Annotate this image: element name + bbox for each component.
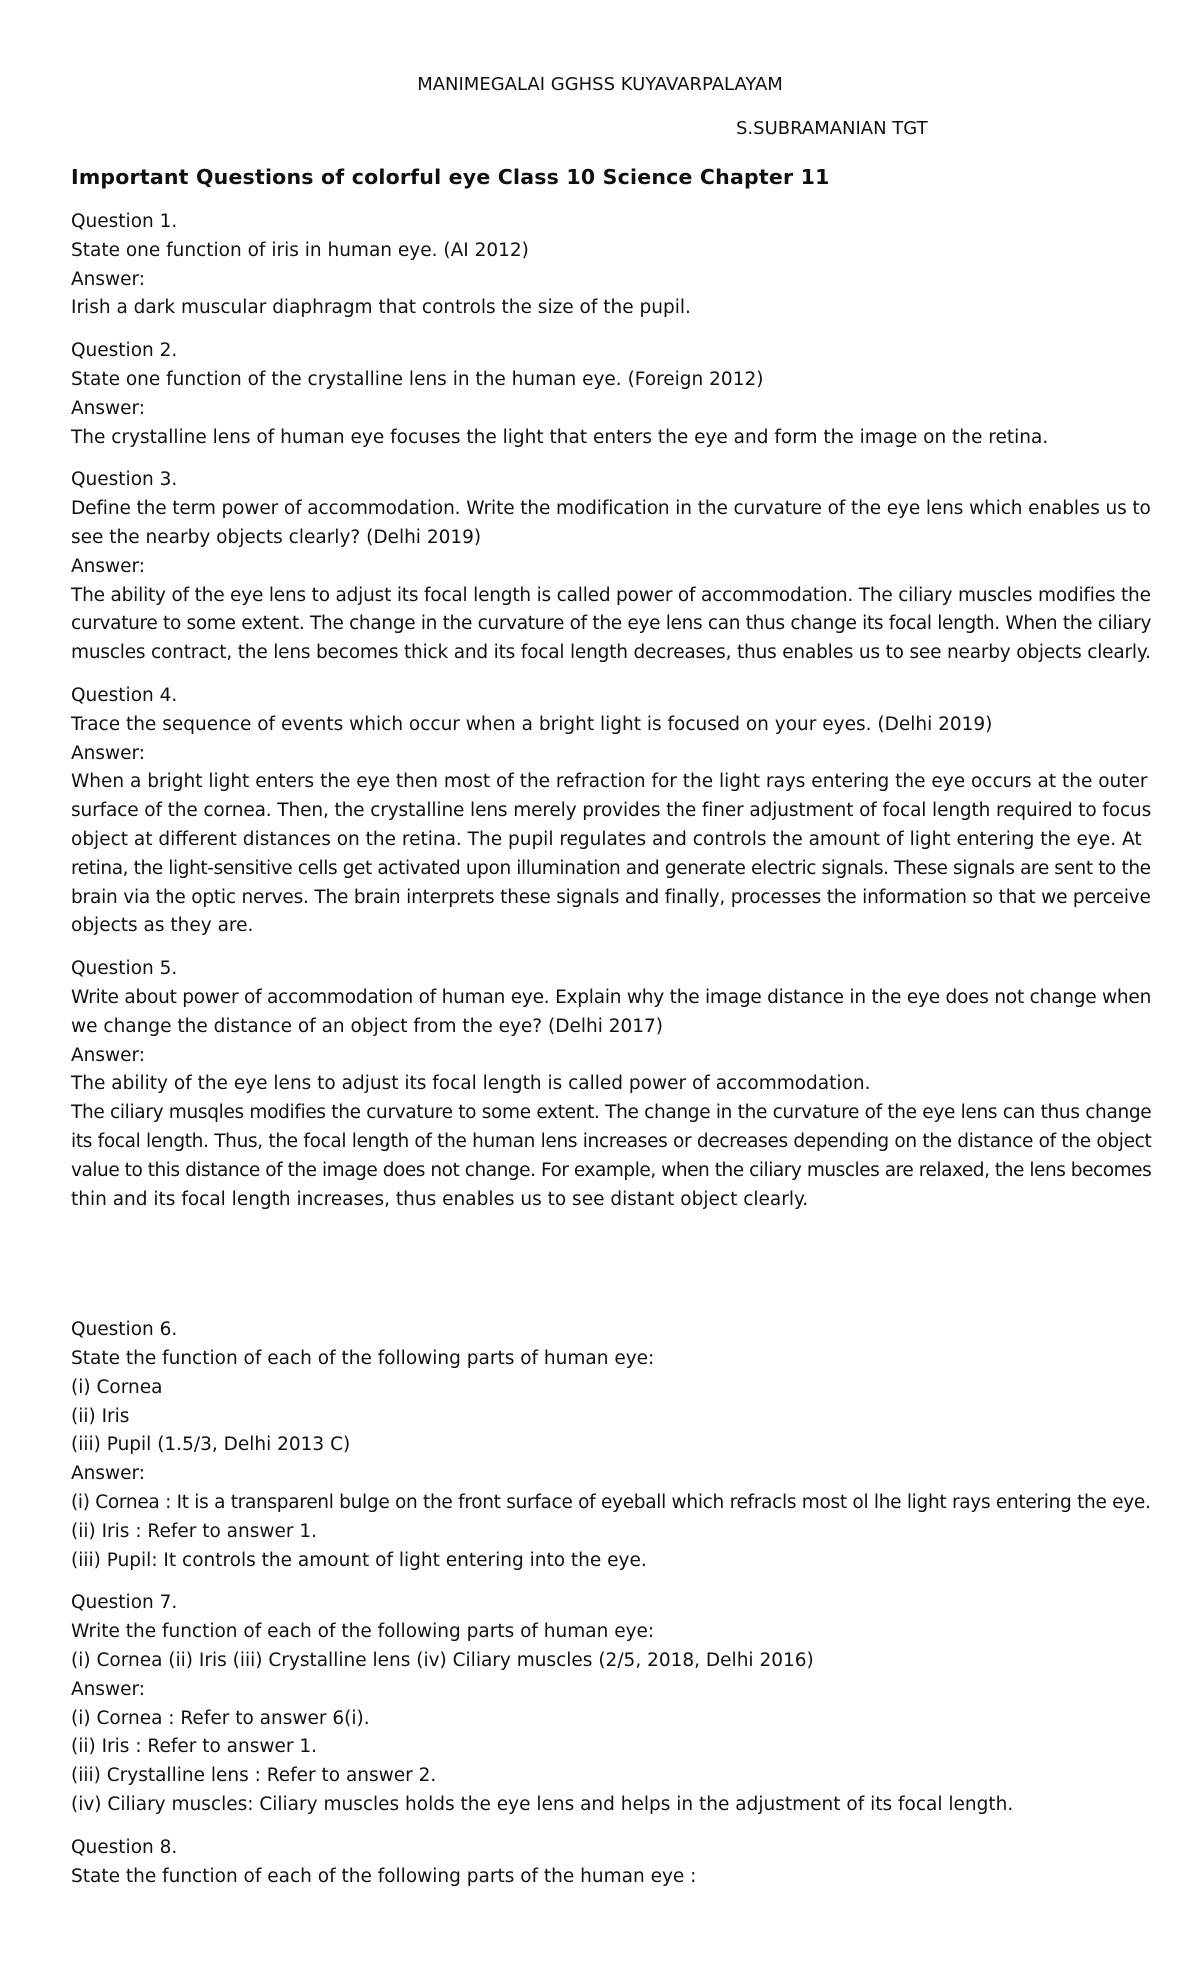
- question-block-1: [71, 208, 1151, 323]
- question-line: (i) Cornea (ii) Iris (iii) Crystalline lens (iv) Ciliary muscles (2/5, 2018, Delhi 2016): [71, 1650, 814, 1672]
- answer-label: Answer:: [71, 1463, 146, 1485]
- question-line: (ii) Iris: [71, 1405, 130, 1427]
- answer-label: Answer:: [71, 555, 146, 577]
- question-line: (iii) Pupil (1.5/3, Delhi 2013 C): [71, 1434, 351, 1456]
- question-line: (i) Cornea: [71, 1376, 163, 1398]
- question-label: Question 4.: [71, 684, 178, 706]
- answer-line: The ability of the eye lens to adjust its focal length is called power of accommodation.: [71, 1073, 871, 1095]
- question-block-7: [71, 1589, 1151, 1819]
- answer-line: (ii) Iris : Refer to answer 1.: [71, 1520, 318, 1542]
- blank-spacer: [71, 1228, 1151, 1316]
- answer-line: value to this distance of the image does not change. For example, when the ciliary muscles are relaxed, the lens becomes: [71, 1159, 1152, 1181]
- answer-line: thin and its focal length increases, thus enables us to see distant object clearly.: [71, 1188, 809, 1210]
- question-line: State the function of each of the following parts of the human eye :: [71, 1865, 697, 1887]
- answer-label: Answer:: [71, 1678, 146, 1700]
- question-line: we change the distance of an object from the eye? (Delhi 2017): [71, 1015, 664, 1037]
- answer-line: surface of the cornea. Then, the crystalline lens merely provides the finer adjustment of focal length required to focus: [71, 800, 1152, 822]
- question-line: Trace the sequence of events which occur when a bright light is focused on your eyes. (Delhi 2019): [71, 713, 993, 735]
- answer-line: muscles contract, the lens becomes thick and its focal length decreases, thus enables us to see nearby objects clearly.: [71, 642, 1151, 664]
- answer-line: The crystalline lens of human eye focuses the light that enters the eye and form the image on the retina.: [71, 426, 1049, 448]
- question-label: Question 6.: [71, 1319, 178, 1341]
- answer-line: object at different distances on the retina. The pupil regulates and controls the amount of light entering the eye. At: [71, 828, 1142, 850]
- answer-line: The ability of the eye lens to adjust its focal length is called power of accommodation. The ciliary muscles modifies the: [71, 584, 1151, 606]
- question-label: Question 7.: [71, 1592, 178, 1614]
- author-name: S.SUBRAMANIAN TGT: [736, 118, 928, 139]
- question-line: State one function of the crystalline lens in the human eye. (Foreign 2012): [71, 368, 764, 390]
- answer-label: Answer:: [71, 1044, 146, 1066]
- answer-line: objects as they are.: [71, 915, 254, 937]
- question-label: Question 3.: [71, 469, 178, 491]
- answer-label: Answer:: [71, 268, 146, 290]
- answer-line: curvature to some extent. The change in the curvature of the eye lens can thus change its focal length. When the ciliary: [71, 613, 1152, 635]
- answer-line: (i) Cornea : Refer to answer 6(i).: [71, 1707, 370, 1729]
- answer-line: brain via the optic nerves. The brain interprets these signals and finally, processes the information so that we perceive: [71, 886, 1151, 908]
- question-block-2: [71, 337, 1151, 452]
- answer-line: retina, the light-sensitive cells get activated upon illumination and generate electric signals. These signals are sent to the: [71, 857, 1151, 879]
- question-block-4: [71, 682, 1151, 941]
- question-block-6: [71, 1316, 1151, 1575]
- question-line: State the function of each of the following parts of human eye:: [71, 1348, 655, 1370]
- answer-line: (iv) Ciliary muscles: Ciliary muscles holds the eye lens and helps in the adjustment of its focal length.: [71, 1794, 1014, 1816]
- answer-label: Answer:: [71, 397, 146, 419]
- question-block-5: [71, 955, 1151, 1214]
- question-line: Write the function of each of the following parts of human eye:: [71, 1621, 655, 1643]
- answer-line: (i) Cornea : It is a transparenl bulge on the front surface of eyeball which refracls most ol lhe light rays entering the eye.: [71, 1492, 1151, 1514]
- answer-line: (iii) Crystalline lens : Refer to answer 2.: [71, 1765, 437, 1787]
- school-name: MANIMEGALAI GGHSS KUYAVARPALAYAM: [417, 74, 783, 95]
- question-line: see the nearby objects clearly? (Delhi 2019): [71, 526, 482, 548]
- answer-line: Irish a dark muscular diaphragm that controls the size of the pupil.: [71, 297, 691, 319]
- question-label: Question 8.: [71, 1836, 178, 1858]
- question-label: Question 1.: [71, 211, 178, 232]
- question-line: Write about power of accommodation of human eye. Explain why the image distance in the eye does not change when: [71, 986, 1152, 1008]
- answer-line: (iii) Pupil: It controls the amount of light entering into the eye.: [71, 1549, 647, 1571]
- document-title: Important Questions of colorful eye Class 10 Science Chapter 11: [71, 165, 830, 189]
- question-line: Define the term power of accommodation. Write the modification in the curvature of the eye lens which enables us to: [71, 498, 1151, 520]
- question-line: State one function of iris in human eye. (AI 2012): [71, 239, 529, 261]
- question-label: Question 2.: [71, 340, 178, 362]
- answer-label: Answer:: [71, 742, 146, 764]
- answer-line: its focal length. Thus, the focal length of the human lens increases or decreases depending on the distance of the object: [71, 1130, 1152, 1152]
- question-label: Question 5.: [71, 958, 178, 980]
- answer-line: When a bright light enters the eye then most of the refraction for the light rays entering the eye occurs at the outer: [71, 771, 1148, 793]
- answer-line: (ii) Iris : Refer to answer 1.: [71, 1736, 318, 1758]
- answer-line: The ciliary musqles modifies the curvature to some extent. The change in the curvature of the eye lens can thus change: [71, 1102, 1152, 1124]
- question-block-3: [71, 466, 1151, 668]
- document-body: [71, 208, 1151, 1905]
- question-block-8: [71, 1834, 1151, 1892]
